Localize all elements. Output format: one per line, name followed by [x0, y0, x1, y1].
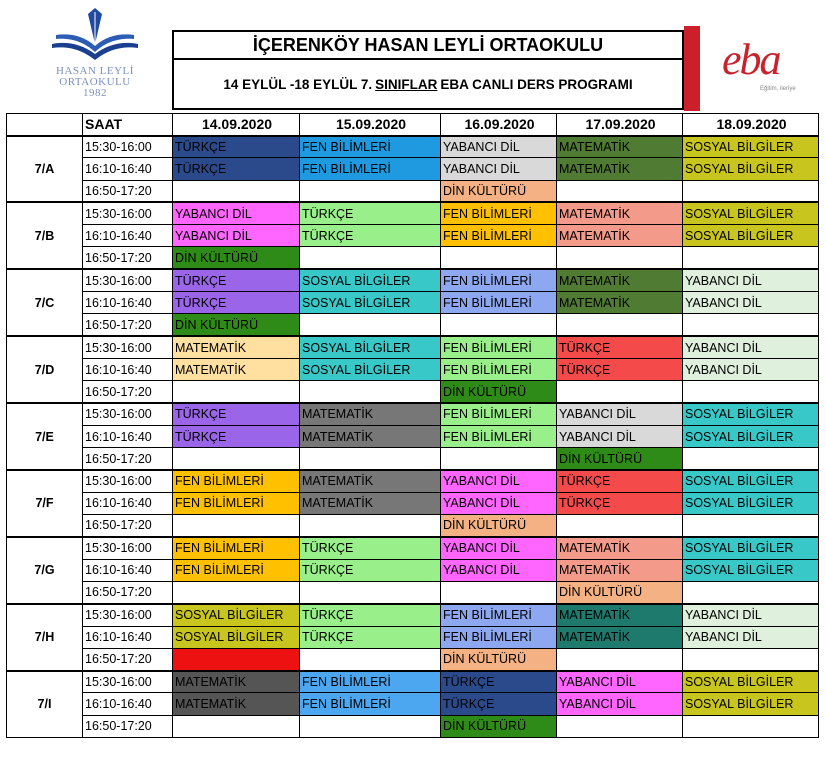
lesson-cell: YABANCI DİL: [173, 202, 300, 224]
lesson-cell: MATEMATİK: [173, 671, 300, 693]
lesson-cell: YABANCI DİL: [557, 671, 683, 693]
lesson-cell: TÜRKÇE: [300, 202, 441, 224]
time-cell: 16:10-16:40: [83, 358, 173, 380]
time-cell: 16:50-17:20: [83, 581, 173, 603]
time-cell: 16:10-16:40: [83, 225, 173, 247]
table-row: [7, 559, 819, 581]
time-cell: 15:30-16:00: [83, 470, 173, 492]
lesson-cell: TÜRKÇE: [173, 158, 300, 180]
lesson-cell: [683, 515, 819, 537]
lesson-cell: TÜRKÇE: [557, 358, 683, 380]
school-logo: [20, 8, 170, 108]
lesson-cell: DİN KÜLTÜRÜ: [557, 448, 683, 470]
lesson-cell: FEN BİLİMLERİ: [441, 225, 557, 247]
lesson-cell: [300, 515, 441, 537]
day-header: 16.09.2020: [441, 114, 557, 136]
lesson-cell: FEN BİLİMLERİ: [300, 136, 441, 158]
time-cell: 16:10-16:40: [83, 292, 173, 314]
lesson-cell: TÜRKÇE: [300, 604, 441, 626]
lesson-cell: YABANCI DİL: [683, 358, 819, 380]
lesson-cell: YABANCI DİL: [683, 604, 819, 626]
lesson-cell: MATEMATİK: [300, 492, 441, 514]
lesson-cell: TÜRKÇE: [300, 537, 441, 559]
lesson-cell: YABANCI DİL: [557, 693, 683, 715]
lesson-cell: FEN BİLİMLERİ: [441, 425, 557, 447]
lesson-cell: [300, 581, 441, 603]
lesson-cell: [300, 381, 441, 403]
subtitle-underlined: SINIFLAR: [375, 76, 438, 92]
time-cell: 15:30-16:00: [83, 604, 173, 626]
lesson-cell: TÜRKÇE: [300, 559, 441, 581]
lesson-cell: FEN BİLİMLERİ: [441, 403, 557, 425]
lesson-cell: [173, 515, 300, 537]
time-cell: 15:30-16:00: [83, 671, 173, 693]
page-title: İÇERENKÖY HASAN LEYLİ ORTAOKULU: [172, 30, 684, 60]
lesson-cell: FEN BİLİMLERİ: [441, 202, 557, 224]
lesson-cell: TÜRKÇE: [557, 492, 683, 514]
lesson-cell: [683, 448, 819, 470]
logo-line-2: ORTAOKULU: [59, 76, 131, 88]
lesson-cell: SOSYAL BİLGİLER: [300, 336, 441, 358]
lesson-cell: FEN BİLİMLERİ: [441, 604, 557, 626]
eba-red-bar: [684, 26, 700, 111]
lesson-cell: [683, 581, 819, 603]
table-row: [7, 515, 819, 537]
lesson-cell: YABANCI DİL: [683, 292, 819, 314]
lesson-cell: [557, 515, 683, 537]
lesson-cell: SOSYAL BİLGİLER: [683, 425, 819, 447]
saat-header: SAAT: [83, 114, 173, 136]
lesson-cell: MATEMATİK: [173, 693, 300, 715]
table-row: [7, 225, 819, 247]
lesson-cell: YABANCI DİL: [683, 269, 819, 291]
lesson-cell: SOSYAL BİLGİLER: [300, 292, 441, 314]
lesson-cell: DİN KÜLTÜRÜ: [441, 515, 557, 537]
eba-logo: eba: [722, 35, 780, 84]
lesson-cell: YABANCI DİL: [441, 136, 557, 158]
lesson-cell: FEN BİLİMLERİ: [173, 537, 300, 559]
lesson-cell: [300, 448, 441, 470]
lesson-cell: [683, 381, 819, 403]
time-cell: 15:30-16:00: [83, 202, 173, 224]
lesson-cell: SOSYAL BİLGİLER: [300, 269, 441, 291]
lesson-cell: MATEMATİK: [557, 604, 683, 626]
lesson-cell: TÜRKÇE: [441, 671, 557, 693]
table-row: [7, 403, 819, 425]
class-label: 7/A: [7, 136, 83, 203]
time-cell: 16:50-17:20: [83, 180, 173, 202]
lesson-cell: TÜRKÇE: [173, 425, 300, 447]
lesson-cell: [300, 648, 441, 670]
lesson-cell: [441, 247, 557, 269]
lesson-cell: YABANCI DİL: [441, 492, 557, 514]
lesson-cell: MATEMATİK: [173, 336, 300, 358]
logo-line-1: HASAN LEYLİ: [56, 65, 134, 77]
table-row: [7, 336, 819, 358]
lesson-cell: SOSYAL BİLGİLER: [173, 604, 300, 626]
table-row: [7, 604, 819, 626]
lesson-cell: [557, 247, 683, 269]
table-row: [7, 537, 819, 559]
class-label: 7/F: [7, 470, 83, 537]
lesson-cell: MATEMATİK: [557, 202, 683, 224]
day-header: 14.09.2020: [173, 114, 300, 136]
lesson-cell: YABANCI DİL: [683, 626, 819, 648]
class-label: 7/D: [7, 336, 83, 403]
lesson-cell: [557, 648, 683, 670]
time-cell: 16:50-17:20: [83, 247, 173, 269]
lesson-cell: TÜRKÇE: [300, 225, 441, 247]
lesson-cell: FEN BİLİMLERİ: [300, 158, 441, 180]
class-label: 7/G: [7, 537, 83, 604]
day-header: 15.09.2020: [300, 114, 441, 136]
subtitle-post: EBA CANLI DERS PROGRAMI: [440, 76, 633, 92]
table-row: [7, 648, 819, 670]
lesson-cell: [441, 448, 557, 470]
table-row: [7, 425, 819, 447]
time-cell: 16:50-17:20: [83, 448, 173, 470]
lesson-cell: [300, 314, 441, 336]
time-cell: 16:50-17:20: [83, 381, 173, 403]
time-cell: 16:50-17:20: [83, 515, 173, 537]
time-cell: 16:10-16:40: [83, 425, 173, 447]
lesson-cell: SOSYAL BİLGİLER: [300, 358, 441, 380]
time-cell: 16:50-17:20: [83, 715, 173, 737]
table-row: [7, 470, 819, 492]
day-header: 18.09.2020: [683, 114, 819, 136]
lesson-cell: SOSYAL BİLGİLER: [683, 559, 819, 581]
time-cell: 15:30-16:00: [83, 537, 173, 559]
lesson-cell: [300, 247, 441, 269]
time-cell: 15:30-16:00: [83, 269, 173, 291]
lesson-cell: YABANCI DİL: [557, 425, 683, 447]
lesson-cell: FEN BİLİMLERİ: [441, 269, 557, 291]
lesson-cell: TÜRKÇE: [173, 403, 300, 425]
lesson-cell: MATEMATİK: [557, 559, 683, 581]
table-row: [7, 693, 819, 715]
lesson-cell: [173, 715, 300, 737]
lesson-cell: DİN KÜLTÜRÜ: [441, 180, 557, 202]
lesson-cell: YABANCI DİL: [683, 336, 819, 358]
lesson-cell: SOSYAL BİLGİLER: [683, 671, 819, 693]
lesson-cell: DİN KÜLTÜRÜ: [441, 381, 557, 403]
table-row: [7, 381, 819, 403]
lesson-cell: FEN BİLİMLERİ: [441, 358, 557, 380]
lesson-cell: TÜRKÇE: [557, 336, 683, 358]
lesson-cell: YABANCI DİL: [441, 158, 557, 180]
table-row: [7, 314, 819, 336]
lesson-cell: SOSYAL BİLGİLER: [683, 537, 819, 559]
class-label: 7/I: [7, 671, 83, 738]
lesson-cell: MATEMATİK: [557, 626, 683, 648]
lesson-cell: SOSYAL BİLGİLER: [683, 693, 819, 715]
lesson-cell: TÜRKÇE: [557, 470, 683, 492]
lesson-cell: MATEMATİK: [557, 292, 683, 314]
header-row: [7, 114, 819, 136]
table-row: [7, 581, 819, 603]
lesson-cell: YABANCI DİL: [557, 403, 683, 425]
lesson-cell: SOSYAL BİLGİLER: [683, 136, 819, 158]
lesson-cell: MATEMATİK: [557, 136, 683, 158]
lesson-cell: SOSYAL BİLGİLER: [683, 225, 819, 247]
book-pen-icon: [50, 8, 140, 66]
table-row: [7, 671, 819, 693]
table-row: [7, 202, 819, 224]
table-row: [7, 292, 819, 314]
table-row: [7, 358, 819, 380]
logo-line-3: 1982: [83, 87, 107, 99]
lesson-cell: DİN KÜLTÜRÜ: [557, 581, 683, 603]
lesson-cell: [173, 581, 300, 603]
class-label: 7/H: [7, 604, 83, 671]
lesson-cell: YABANCI DİL: [441, 559, 557, 581]
schedule-table: [6, 113, 819, 738]
lesson-cell: [683, 648, 819, 670]
lesson-cell: FEN BİLİMLERİ: [300, 671, 441, 693]
lesson-cell: TÜRKÇE: [173, 136, 300, 158]
lesson-cell: TÜRKÇE: [173, 292, 300, 314]
lesson-cell: MATEMATİK: [557, 158, 683, 180]
table-row: [7, 492, 819, 514]
time-cell: 16:10-16:40: [83, 626, 173, 648]
lesson-cell: DİN KÜLTÜRÜ: [441, 648, 557, 670]
class-label: 7/C: [7, 269, 83, 336]
lesson-cell: MATEMATİK: [300, 470, 441, 492]
table-row: [7, 247, 819, 269]
lesson-cell: TÜRKÇE: [441, 693, 557, 715]
class-label: 7/B: [7, 202, 83, 269]
lesson-cell: TÜRKÇE: [173, 269, 300, 291]
time-cell: 16:50-17:20: [83, 648, 173, 670]
time-cell: 16:10-16:40: [83, 559, 173, 581]
table-row: [7, 448, 819, 470]
time-cell: 16:10-16:40: [83, 158, 173, 180]
eba-tagline: Eğitim, ileriye: [760, 86, 796, 92]
time-cell: 15:30-16:00: [83, 336, 173, 358]
lesson-cell: MATEMATİK: [557, 225, 683, 247]
lesson-cell: YABANCI DİL: [173, 225, 300, 247]
page-subtitle: [172, 60, 684, 110]
lesson-cell: [173, 448, 300, 470]
lesson-cell: FEN BİLİMLERİ: [300, 693, 441, 715]
lesson-cell: [300, 180, 441, 202]
lesson-cell: [557, 314, 683, 336]
lesson-cell: YABANCI DİL: [441, 537, 557, 559]
lesson-cell: SOSYAL BİLGİLER: [683, 158, 819, 180]
lesson-cell: SOSYAL BİLGİLER: [683, 403, 819, 425]
lesson-cell: MATEMATİK: [300, 403, 441, 425]
lesson-cell: MATEMATİK: [557, 537, 683, 559]
table-row: [7, 715, 819, 737]
lesson-cell: [557, 180, 683, 202]
lesson-cell: MATEMATİK: [300, 425, 441, 447]
lesson-cell: [441, 314, 557, 336]
table-row: [7, 626, 819, 648]
lesson-cell: FEN BİLİMLERİ: [441, 292, 557, 314]
time-cell: 15:30-16:00: [83, 403, 173, 425]
lesson-cell: MATEMATİK: [557, 269, 683, 291]
lesson-cell: [683, 715, 819, 737]
lesson-cell: YABANCI DİL: [441, 470, 557, 492]
lesson-cell: FEN BİLİMLERİ: [173, 492, 300, 514]
lesson-cell: [173, 180, 300, 202]
lesson-cell: DİN KÜLTÜRÜ: [173, 314, 300, 336]
lesson-cell: SOSYAL BİLGİLER: [683, 470, 819, 492]
time-cell: 16:50-17:20: [83, 314, 173, 336]
lesson-cell: SOSYAL BİLGİLER: [683, 202, 819, 224]
lesson-cell: [173, 648, 300, 670]
subtitle-pre: 14 EYLÜL -18 EYLÜL 7.: [223, 76, 373, 92]
table-row: [7, 136, 819, 158]
lesson-cell: [683, 247, 819, 269]
time-cell: 16:10-16:40: [83, 693, 173, 715]
lesson-cell: [683, 180, 819, 202]
lesson-cell: FEN BİLİMLERİ: [441, 626, 557, 648]
corner-cell: [7, 114, 83, 136]
lesson-cell: MATEMATİK: [173, 358, 300, 380]
lesson-cell: TÜRKÇE: [300, 626, 441, 648]
day-header: 17.09.2020: [557, 114, 683, 136]
time-cell: 16:10-16:40: [83, 492, 173, 514]
lesson-cell: SOSYAL BİLGİLER: [683, 492, 819, 514]
lesson-cell: FEN BİLİMLERİ: [173, 559, 300, 581]
lesson-cell: FEN BİLİMLERİ: [441, 336, 557, 358]
table-row: [7, 158, 819, 180]
lesson-cell: DİN KÜLTÜRÜ: [173, 247, 300, 269]
lesson-cell: DİN KÜLTÜRÜ: [441, 715, 557, 737]
table-row: [7, 180, 819, 202]
table-row: [7, 269, 819, 291]
lesson-cell: [173, 381, 300, 403]
class-label: 7/E: [7, 403, 83, 470]
lesson-cell: [441, 581, 557, 603]
time-cell: 15:30-16:00: [83, 136, 173, 158]
lesson-cell: [557, 381, 683, 403]
lesson-cell: FEN BİLİMLERİ: [173, 470, 300, 492]
lesson-cell: SOSYAL BİLGİLER: [173, 626, 300, 648]
lesson-cell: [683, 314, 819, 336]
lesson-cell: [557, 715, 683, 737]
lesson-cell: [300, 715, 441, 737]
